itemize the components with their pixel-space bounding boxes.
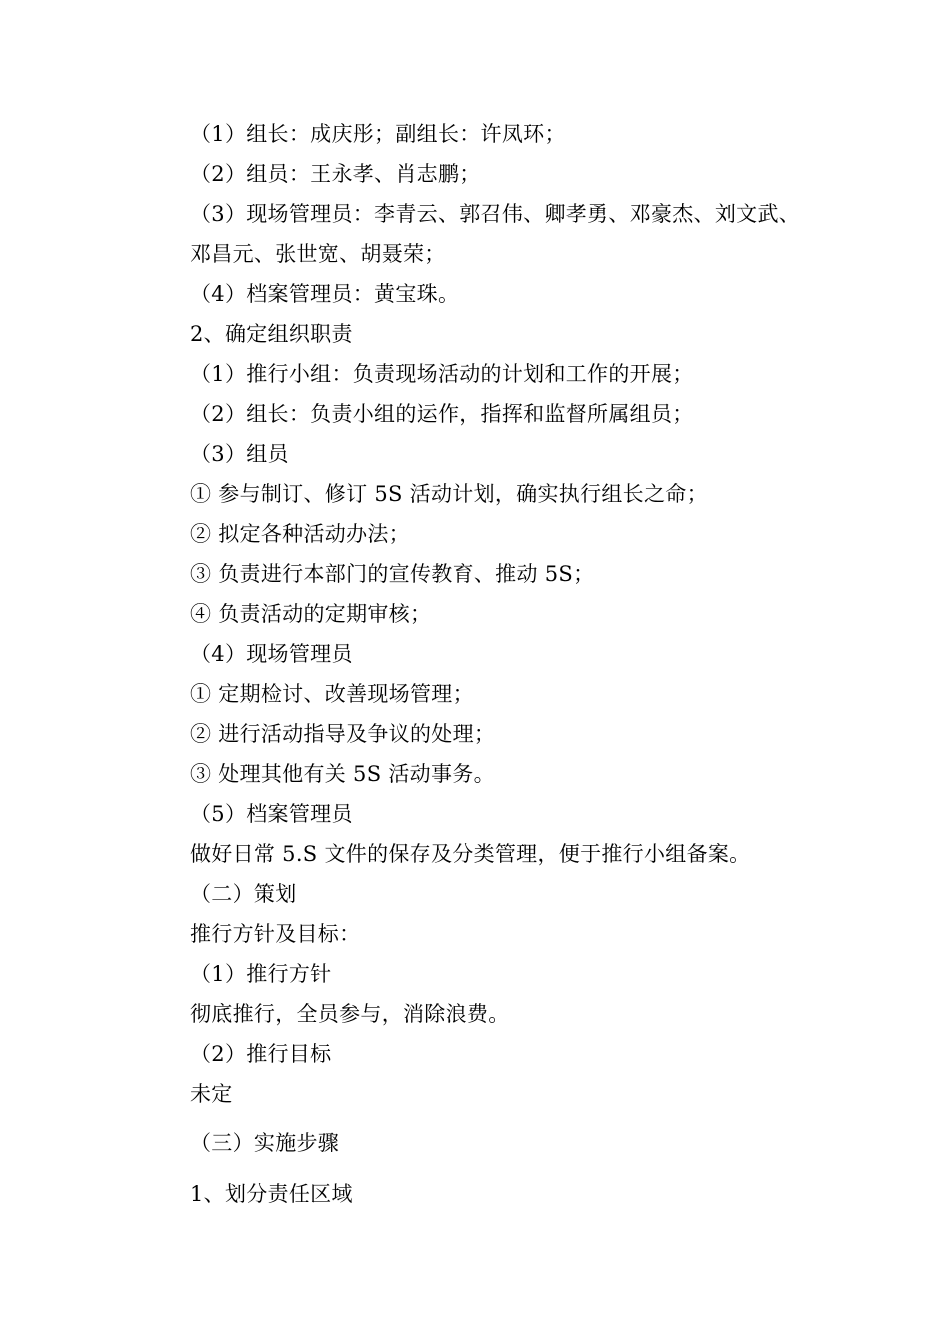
list-item: ② 拟定各种活动办法； xyxy=(190,522,410,546)
list-item: ③ 负责进行本部门的宣传教育、推动 5S； xyxy=(190,562,595,586)
text-line: （1）组长：成庆彤；副组长：许凤环； xyxy=(190,122,566,146)
text-line: （4）档案管理员：黄宝珠。 xyxy=(190,282,460,306)
text-line: （3）现场管理员：李青云、郭召伟、卿孝勇、邓豪杰、刘文武、 xyxy=(190,202,801,226)
list-item: ① 参与制订、修订 5S 活动计划，确实执行组长之命； xyxy=(190,482,708,506)
text-line: （1）推行方针 xyxy=(190,962,332,986)
text-line: 推行方针及目标： xyxy=(190,922,361,946)
text-line: （1）推行小组：负责现场活动的计划和工作的开展； xyxy=(190,362,694,386)
list-item: ① 定期检讨、改善现场管理； xyxy=(190,682,474,706)
text-line: 做好日常 5.S 文件的保存及分类管理，便于推行小组备案。 xyxy=(190,842,751,866)
text-line: 邓昌元、张世宽、胡聂荣； xyxy=(190,242,446,266)
list-item: ② 进行活动指导及争议的处理； xyxy=(190,722,496,746)
section-heading: （三）实施步骤 xyxy=(190,1131,340,1155)
text-line: （2）组长：负责小组的运作，指挥和监督所属组员； xyxy=(190,402,694,426)
text-line: 未定 xyxy=(190,1082,233,1106)
list-item: ④ 负责活动的定期审核； xyxy=(190,602,432,626)
text-line: （4）现场管理员 xyxy=(190,642,353,666)
text-line: （2）推行目标 xyxy=(190,1042,332,1066)
section-heading: 2、确定组织职责 xyxy=(190,322,353,346)
text-line: （3）组员 xyxy=(190,442,289,466)
text-line: （5）档案管理员 xyxy=(190,802,353,826)
section-heading: 1、划分责任区域 xyxy=(190,1182,353,1206)
text-line: （2）组员：王永孝、肖志鹏； xyxy=(190,162,481,186)
section-heading: （二）策划 xyxy=(190,882,297,906)
list-item: ③ 处理其他有关 5S 活动事务。 xyxy=(190,762,495,786)
text-line: 彻底推行，全员参与，消除浪费。 xyxy=(190,1002,510,1026)
